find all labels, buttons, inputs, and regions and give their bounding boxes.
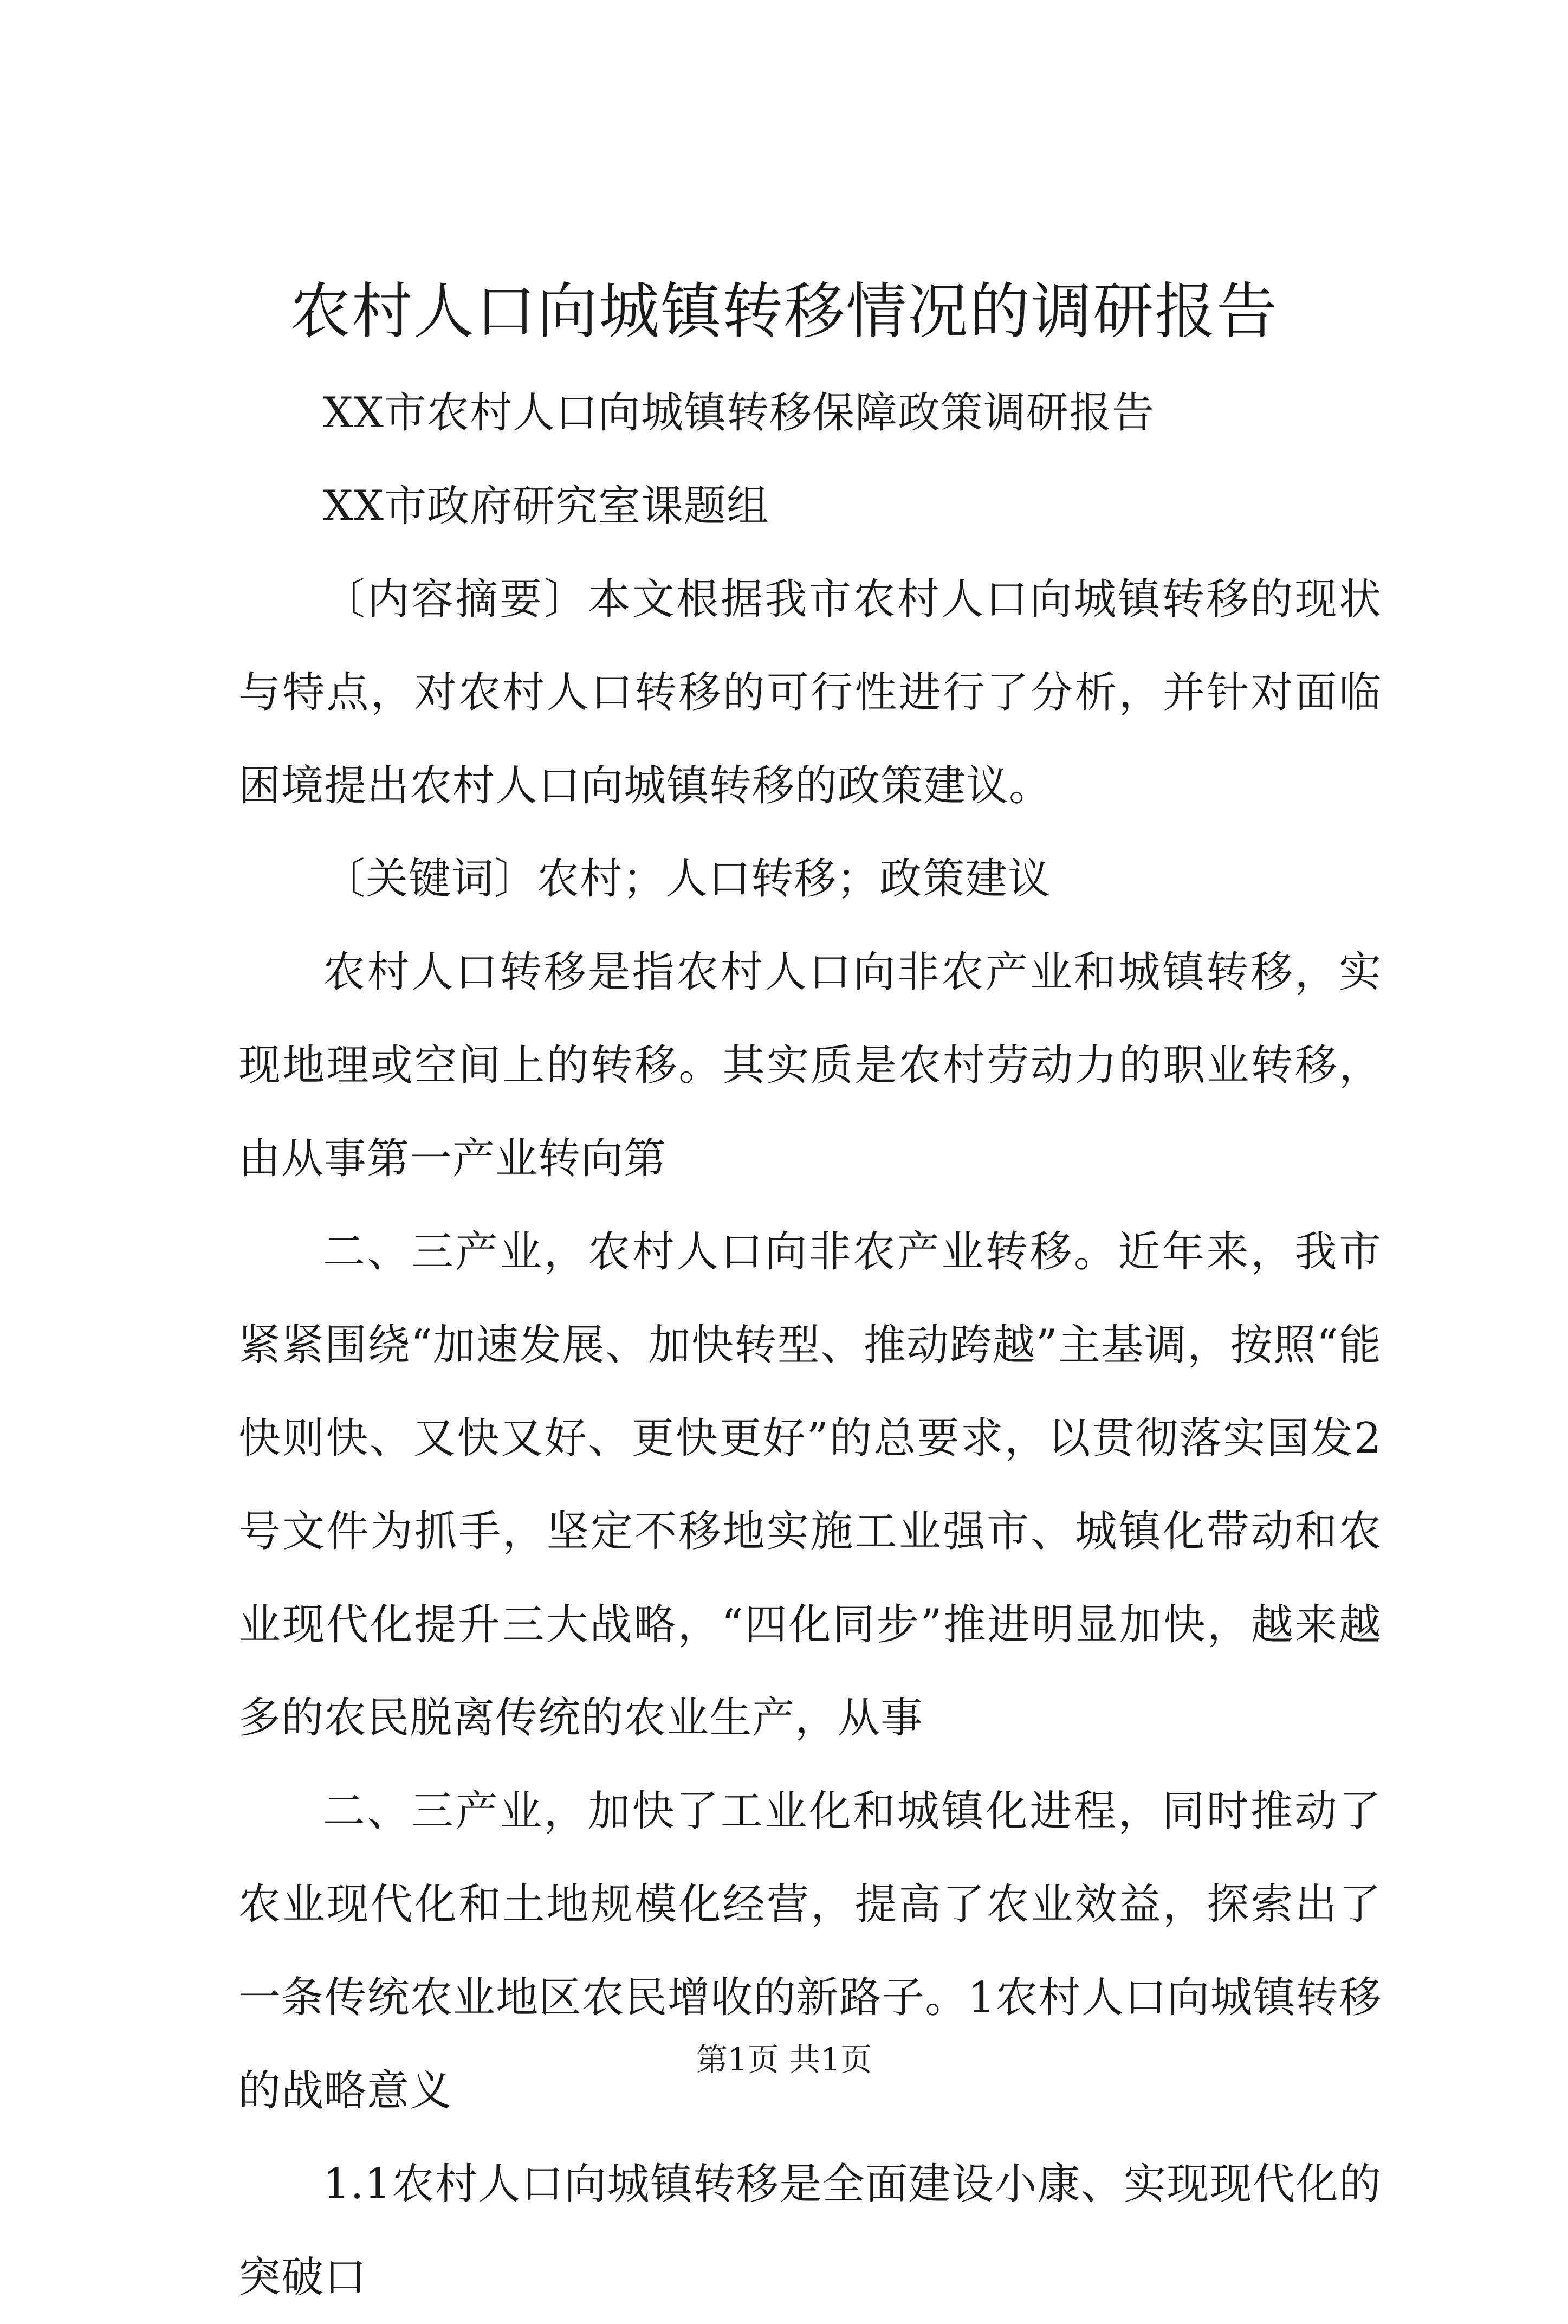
- paragraph-section-heading: 1.1农村人口向城镇转移是全面建设小康、实现现代化的突破口: [238, 2160, 1382, 2302]
- paragraph-subtitle: XX市农村人口向城镇转移保障政策调研报告: [323, 389, 1155, 437]
- paragraph-definition: 农村人口转移是指农村人口向非农产业和城镇转移，实现地理或空间上的转移。其实质是农村劳动力的职业转移，由从事第一产业转向第: [238, 948, 1382, 1183]
- document-title: 农村人口向城镇转移情况的调研报告: [290, 276, 1278, 347]
- paragraph-author: XX市政府研究室课题组: [323, 482, 770, 531]
- paragraph-effects: 二、三产业，加快了工业化和城镇化进程，同时推动了农业现代化和土地规模化经营，提高了农业效益，探索出了一条传统农业地区农民增收的新路子。1农村人口向城镇转移的战略意义: [238, 1787, 1382, 2115]
- paragraph-background: 二、三产业，农村人口向非农产业转移。近年来，我市紧紧围绕“加速发展、加快转型、推动跨越”主基调，按照“能快则快、又快又好、更快更好”的总要求，以贯彻落实国发2号文件为抓手，坚定不移地实施工业强市、城镇化带动和农业现代化提升三大战略，“四化同步”推进明显加快，越来越多的农民脱离传统的农业生产，从事: [238, 1228, 1382, 1742]
- page-number-footer: 第1页 共1页: [696, 2041, 872, 2078]
- paragraph-abstract: 〔内容摘要〕本文根据我市农村人口向城镇转移的现状与特点，对农村人口转移的可行性进行了分析，并针对面临困境提出农村人口向城镇转移的政策建议。: [238, 575, 1382, 810]
- document-body: [238, 366, 1382, 2324]
- paragraph-keywords: 〔关键词〕农村；人口转移；政策建议: [323, 855, 1051, 903]
